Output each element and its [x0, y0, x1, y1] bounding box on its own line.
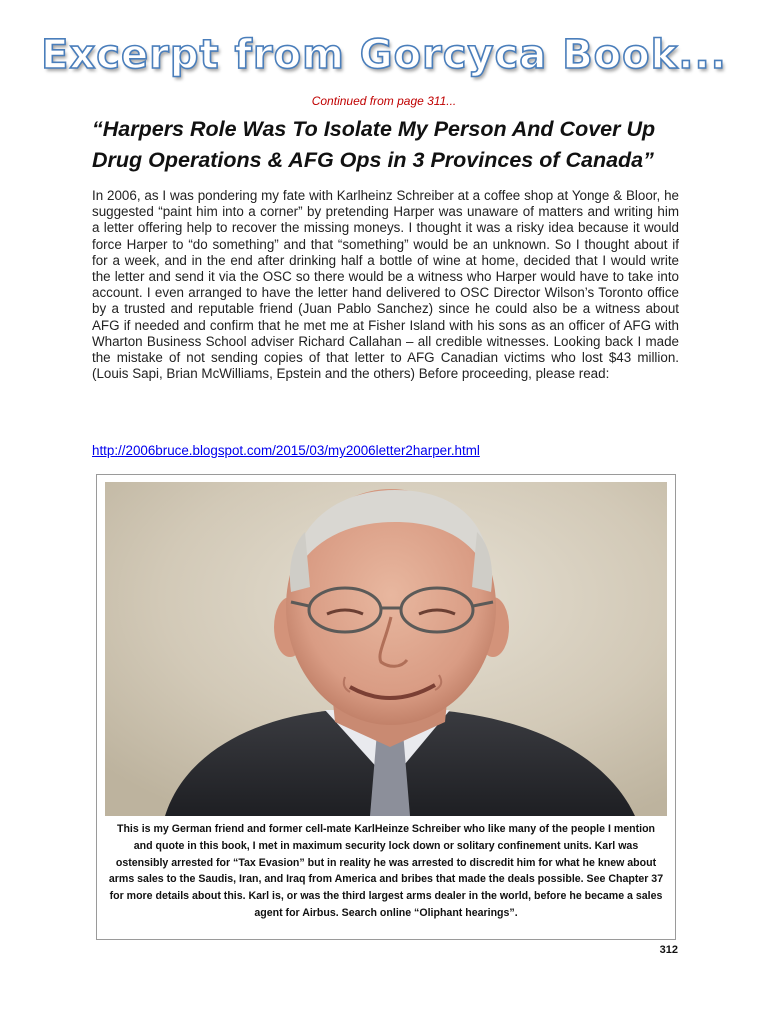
portrait-illustration	[105, 482, 667, 816]
continued-note: Continued from page 311...	[311, 94, 457, 108]
chapter-headline: “Harpers Role Was To Isolate My Person And Cover Up Drug Operations & AFG Ops in 3 Provinces of Canada”	[92, 117, 656, 172]
figure-box	[96, 474, 676, 940]
blog-link[interactable]: http://2006bruce.blogspot.com/2015/03/my2006letter2harper.html	[92, 443, 480, 458]
page-number: 312	[659, 944, 678, 956]
figure-caption: This is my German friend and former cell-mate KarlHeinze Schreiber who like many of the people I mention and quote in this book, I met in maximum security lock down or solitary confinement units. Karl was ostensibly arrested for “Tax Evasion” but in reality he was arrested to discredit him for what he knew about arms sales to the Saudis, Iran, and Iraq from America and bribes that made the deals possible. See Chapter 37 for more details about this. Karl is, or was the third largest arms dealer in the world, before he became a sales agent for Airbus. Search online “Oliphant hearings”.	[108, 823, 664, 919]
body-paragraph: In 2006, as I was pondering my fate with Karlheinz Schreiber at a coffee shop at Yonge & Bloor, he suggested “paint him into a corner” by pretending Harper was unaware of matters and writing him a letter offering help to recover the missing moneys. I thought it was a risky idea because it would force Harper to “do something” and that “something” would be an unknown. So I thought about if for a week, and in the end after drinking half a bottle of wine at home, decided that I would write the letter and send it via the OSC so there would be a witness who Harper would have to take into account. I even arranged to have the letter hand delivered to OSC Director Wilson’s Toronto office by a trusted and reputable friend (Juan Pablo Sanchez) since he could also be a witness about AFG if needed and confirm that he met me at Fisher Island with his sons as an officer of AFG with Wharton Business School adviser Richard Callahan – all credible witnesses. Looking back I made the mistake of not sending copies of that letter to AFG Canadian victims who lost $43 million. (Louis Sapi, Brian McWilliams, Epstein and the others) Before proceeding, please read:	[92, 188, 679, 382]
page-title: Excerpt from Gorcyca Book...	[41, 32, 727, 78]
portrait-photo	[105, 482, 667, 816]
